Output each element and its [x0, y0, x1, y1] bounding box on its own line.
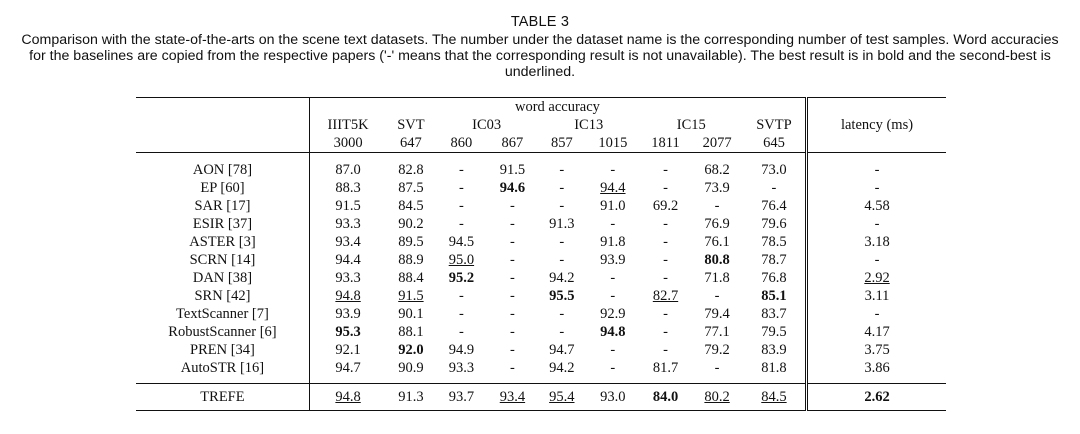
method-name: EP [60]	[200, 180, 245, 196]
accuracy-cell: 90.2	[398, 216, 424, 232]
method-name: PREN [34]	[190, 342, 255, 358]
accuracy-cell: 88.4	[398, 270, 424, 286]
accuracy-cell: 90.1	[398, 306, 424, 322]
latency-cell: -	[874, 180, 880, 196]
accuracy-cell: 91.5	[398, 288, 424, 304]
accuracy-cell: -	[559, 198, 565, 214]
accuracy-cell: 93.3	[335, 270, 361, 286]
method-name: RobustScanner [6]	[168, 324, 277, 340]
accuracy-cell: -	[610, 162, 616, 178]
latency-cell: -	[874, 162, 880, 178]
accuracy-cell: 93.9	[335, 306, 361, 322]
accuracy-cell: -	[610, 342, 616, 358]
table-label: TABLE 3	[510, 14, 570, 30]
header-row-group	[136, 98, 946, 117]
accuracy-cell: -	[610, 360, 616, 376]
accuracy-cell: -	[663, 252, 668, 268]
word-accuracy-label: word accuracy	[515, 99, 600, 115]
latency-header: latency (ms)	[840, 117, 914, 133]
accuracy-cell: 94.6	[499, 180, 526, 196]
accuracy-cell: 83.7	[761, 306, 787, 322]
accuracy-cell: 94.4	[335, 252, 361, 268]
accuracy-cell: 93.3	[335, 216, 361, 232]
method-name: ESIR [37]	[192, 216, 253, 232]
result-row-ours	[136, 384, 946, 411]
result-row	[136, 197, 946, 215]
count-cell: 2077	[702, 135, 732, 151]
accuracy-cell: -	[663, 234, 668, 250]
method-name: SAR [17]	[194, 198, 251, 214]
accuracy-cell: 78.5	[761, 234, 787, 250]
accuracy-cell: 78.7	[761, 252, 787, 268]
accuracy-cell: -	[458, 198, 464, 214]
accuracy-cell: 82.7	[652, 288, 679, 304]
count-cell: 867	[501, 135, 524, 151]
accuracy-cell: 95.4	[549, 389, 575, 405]
method-name: SCRN [14]	[189, 252, 256, 268]
accuracy-cell: 79.6	[761, 216, 787, 232]
accuracy-cell: 90.9	[398, 360, 424, 376]
accuracy-cell: 94.8	[600, 324, 626, 340]
accuracy-cell: -	[510, 270, 515, 286]
latency-cell: 4.17	[864, 324, 890, 340]
accuracy-cell: -	[559, 162, 565, 178]
dataset-ic15: IC15	[676, 117, 706, 133]
accuracy-cell: -	[610, 216, 616, 232]
accuracy-cell: -	[458, 324, 464, 340]
accuracy-cell: 94.4	[600, 180, 626, 196]
accuracy-cell: -	[510, 216, 515, 232]
result-row	[136, 233, 946, 251]
accuracy-cell: 91.3	[398, 389, 424, 405]
accuracy-cell: 92.0	[398, 342, 424, 358]
accuracy-cell: -	[559, 180, 565, 196]
accuracy-cell: 84.0	[652, 389, 679, 405]
result-row	[136, 179, 946, 197]
accuracy-cell: -	[610, 288, 616, 304]
accuracy-cell: 94.7	[335, 360, 361, 376]
accuracy-cell: 87.0	[335, 162, 361, 178]
latency-cell: 3.75	[864, 342, 890, 358]
accuracy-cell: -	[510, 252, 515, 268]
latency-cell: 3.11	[864, 288, 890, 304]
accuracy-cell: -	[510, 198, 515, 214]
accuracy-cell: -	[714, 288, 720, 304]
latency-cell: -	[874, 216, 880, 232]
accuracy-cell: 93.3	[448, 360, 475, 376]
count-cell: 860	[450, 135, 473, 151]
accuracy-cell: 92.1	[335, 342, 361, 358]
accuracy-cell: -	[714, 198, 720, 214]
count-cell: 645	[763, 135, 785, 151]
accuracy-cell: 95.5	[549, 288, 575, 304]
count-cell: 1811	[651, 135, 680, 151]
accuracy-cell: 95.0	[448, 252, 475, 268]
accuracy-cell: -	[610, 270, 616, 286]
accuracy-cell: 94.9	[448, 342, 475, 358]
accuracy-cell: 88.3	[335, 180, 361, 196]
accuracy-cell: 95.3	[335, 324, 361, 340]
count-cell: 1015	[598, 135, 628, 151]
accuracy-cell: 94.8	[335, 389, 361, 405]
accuracy-cell: 93.7	[448, 389, 475, 405]
accuracy-cell: 85.1	[761, 288, 787, 304]
accuracy-cell: 81.7	[652, 360, 679, 376]
accuracy-cell: -	[510, 306, 515, 322]
accuracy-cell: 92.9	[600, 306, 626, 322]
accuracy-cell: 94.2	[549, 270, 575, 286]
latency-cell: 4.58	[864, 198, 890, 214]
accuracy-cell: -	[559, 252, 565, 268]
accuracy-cell: 88.1	[398, 324, 424, 340]
result-row	[136, 215, 946, 233]
accuracy-cell: 68.2	[704, 162, 730, 178]
result-row	[136, 269, 946, 287]
accuracy-cell: 93.0	[600, 389, 626, 405]
accuracy-cell: -	[458, 216, 464, 232]
accuracy-cell: 88.9	[398, 252, 424, 268]
accuracy-cell: -	[771, 180, 777, 196]
accuracy-cell: 94.5	[448, 234, 475, 250]
accuracy-cell: 91.0	[600, 198, 626, 214]
accuracy-cell: 82.8	[398, 162, 424, 178]
dataset-ic03: IC03	[472, 117, 502, 133]
count-cell: 3000	[333, 135, 363, 151]
result-row	[136, 341, 946, 359]
accuracy-cell: 89.5	[398, 234, 424, 250]
accuracy-cell: -	[663, 324, 668, 340]
accuracy-cell: -	[458, 306, 464, 322]
accuracy-cell: -	[510, 234, 515, 250]
accuracy-cell: -	[559, 234, 565, 250]
method-name: DAN [38]	[192, 270, 253, 286]
accuracy-cell: 83.9	[761, 342, 787, 358]
latency-cell: -	[874, 306, 880, 322]
dataset-iiit5k: IIIT5K	[327, 117, 369, 133]
accuracy-cell: 84.5	[398, 198, 424, 214]
accuracy-cell: 84.5	[761, 389, 787, 405]
result-row	[136, 251, 946, 269]
result-row	[136, 153, 946, 180]
accuracy-cell: 77.1	[704, 324, 730, 340]
count-cell: 857	[550, 135, 573, 151]
accuracy-cell: 69.2	[652, 198, 679, 214]
accuracy-cell: 94.2	[549, 360, 575, 376]
accuracy-cell: 76.4	[761, 198, 787, 214]
accuracy-cell: -	[559, 306, 565, 322]
accuracy-cell: 93.9	[600, 252, 626, 268]
accuracy-cell: 81.8	[761, 360, 787, 376]
method-name: TextScanner [7]	[176, 306, 269, 322]
accuracy-cell: 87.5	[398, 180, 424, 196]
latency-cell: 3.18	[864, 234, 890, 250]
caption-text: Comparison with the state-of-the-arts on the scene text datasets. The number under the dataset name is the corresponding number of test samples. Word accuracies for the baselines are copied from the respective papers ('-' means that the corresponding result is not unavailable). The best result is in bold and the second-best is underlined.	[21, 32, 1059, 80]
accuracy-cell: 91.3	[549, 216, 575, 232]
dataset-ic13: IC13	[574, 117, 604, 133]
accuracy-cell: -	[510, 360, 515, 376]
accuracy-cell: 95.2	[448, 270, 475, 286]
accuracy-cell: 94.7	[549, 342, 575, 358]
accuracy-cell: -	[458, 162, 464, 178]
latency-cell: 2.62	[864, 389, 890, 405]
accuracy-cell: 79.4	[704, 306, 730, 322]
accuracy-cell: -	[663, 342, 668, 358]
accuracy-cell: 79.2	[704, 342, 730, 358]
accuracy-cell: -	[663, 270, 668, 286]
method-name: TREFE	[200, 389, 245, 405]
accuracy-cell: -	[510, 288, 515, 304]
accuracy-cell: 91.5	[335, 198, 361, 214]
accuracy-cell: 80.2	[704, 389, 730, 405]
accuracy-cell: 73.0	[761, 162, 787, 178]
dataset-svtp: SVTP	[756, 117, 792, 133]
method-name: SRN [42]	[194, 288, 251, 304]
latency-cell: 3.86	[864, 360, 890, 376]
latency-cell: -	[874, 252, 880, 268]
table-caption	[0, 14, 1080, 80]
accuracy-cell: -	[663, 216, 668, 232]
method-name: ASTER [3]	[189, 234, 256, 250]
accuracy-cell: 94.8	[335, 288, 361, 304]
accuracy-cell: -	[458, 180, 464, 196]
accuracy-cell: 76.8	[761, 270, 787, 286]
method-name: AON [78]	[192, 162, 253, 178]
accuracy-cell: -	[510, 324, 515, 340]
accuracy-cell: -	[663, 162, 668, 178]
dataset-svt: SVT	[397, 117, 425, 133]
results-table	[136, 97, 946, 411]
accuracy-cell: 76.9	[704, 216, 730, 232]
accuracy-cell: -	[559, 324, 565, 340]
result-row	[136, 323, 946, 341]
accuracy-cell: 80.8	[704, 252, 730, 268]
accuracy-cell: 93.4	[335, 234, 361, 250]
accuracy-cell: 91.5	[499, 162, 526, 178]
accuracy-cell: -	[663, 180, 668, 196]
result-row	[136, 359, 946, 384]
accuracy-cell: 79.5	[761, 324, 787, 340]
accuracy-cell: 93.4	[499, 389, 526, 405]
method-name: AutoSTR [16]	[180, 360, 265, 376]
latency-cell: 2.92	[864, 270, 890, 286]
count-cell: 647	[400, 135, 422, 151]
accuracy-cell: -	[458, 288, 464, 304]
accuracy-cell: 91.8	[600, 234, 626, 250]
accuracy-cell: -	[714, 360, 720, 376]
result-row	[136, 305, 946, 323]
accuracy-cell: -	[510, 342, 515, 358]
accuracy-cell: 73.9	[704, 180, 730, 196]
accuracy-cell: 71.8	[704, 270, 730, 286]
result-row	[136, 287, 946, 305]
accuracy-cell: 76.1	[704, 234, 730, 250]
accuracy-cell: -	[663, 306, 668, 322]
